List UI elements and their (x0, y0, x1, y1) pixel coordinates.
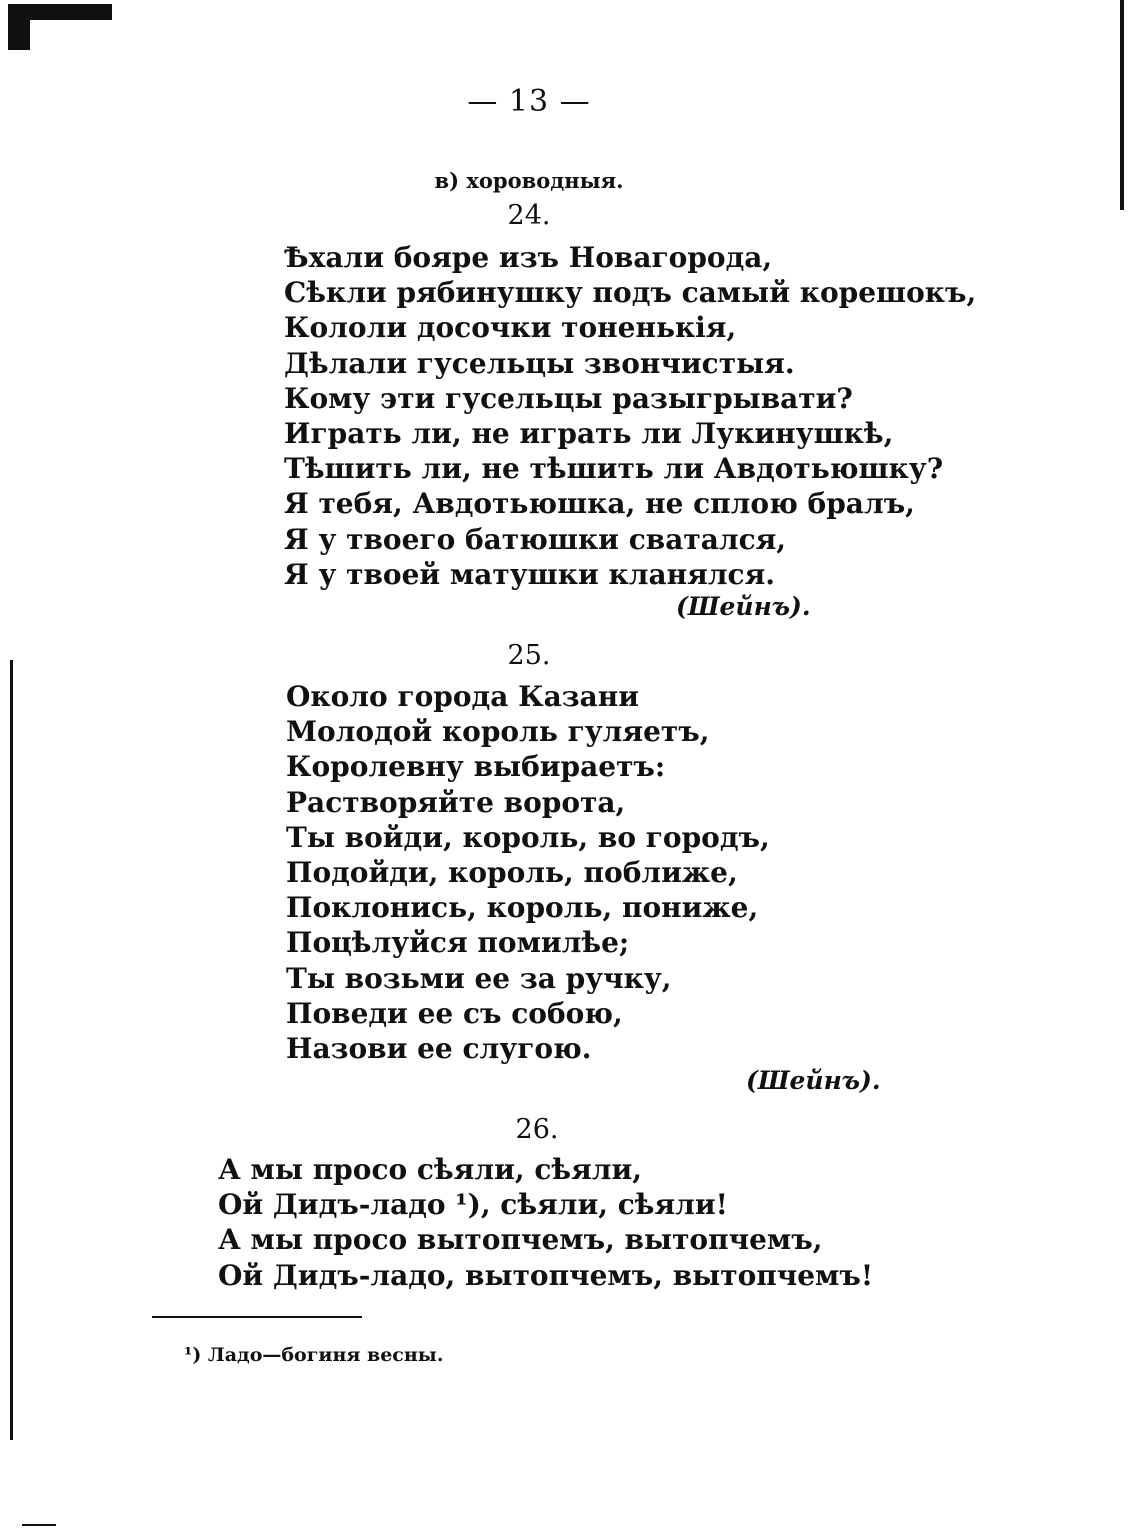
verse-line: Кому эти гусельцы разыгрывати? (284, 381, 853, 415)
verse-line: А мы просо вытопчемъ, вытопчемъ, (218, 1223, 823, 1257)
song-25-verse (286, 679, 770, 1066)
verse-line: Около города Казани (286, 680, 639, 713)
verse-line: Играть ли, не играть ли Лукинушкѣ, (284, 416, 894, 450)
verse-line: Ой Дидъ-ладо ¹), сѣяли, сѣяли! (218, 1188, 728, 1222)
song-number: 24. (507, 200, 551, 231)
verse-line: Поклонись, король, пониже, (286, 891, 759, 925)
verse-line: Подойди, король, поближе, (286, 855, 738, 889)
verse-line: А мы просо сѣяли, сѣяли, (218, 1153, 643, 1186)
verse-line: Я тебя, Авдотьюшка, не сплою бралъ, (284, 487, 915, 521)
verse-line: Я у твоей матушки кланялся. (284, 557, 775, 591)
footnote-rule (152, 1316, 362, 1318)
verse-line: Я у твоего батюшки сватался, (284, 522, 787, 556)
verse-line: Дѣлали гусельцы звончистыя. (284, 346, 795, 380)
scan-edge-line (1120, 0, 1124, 210)
song-attribution: (Шейнъ). (676, 592, 811, 621)
section-heading: в) хороводныя. (434, 168, 624, 193)
footnote: ¹) Ладо—богиня весны. (184, 1344, 444, 1366)
verse-line: Назови ее слугою. (286, 1031, 592, 1065)
scan-corner-mark (8, 4, 30, 50)
page-number: — 13 — (467, 84, 591, 119)
verse-line: Ѣхали бояре изъ Новагорода, (284, 241, 773, 274)
verse-line: Поцѣлуйся помилѣе; (286, 926, 630, 960)
verse-line: Ты войди, король, во городъ, (286, 820, 770, 854)
song-number: 26. (515, 1114, 559, 1145)
verse-line: Тѣшить ли, не тѣшить ли Авдотьюшку? (284, 452, 944, 486)
verse-line: Ой Дидъ-ладо, вытопчемъ, вытопчемъ! (218, 1258, 874, 1292)
verse-line: Растворяйте ворота, (286, 785, 626, 819)
song-attribution: (Шейнъ). (746, 1066, 881, 1095)
song-number: 25. (507, 640, 551, 671)
scan-edge-line (10, 660, 13, 1440)
verse-line: Молодой король гуляетъ, (286, 715, 710, 749)
verse-line: Кололи досочки тоненькія, (284, 311, 737, 345)
song-26-verse (218, 1152, 873, 1293)
scan-bottom-mark (22, 1524, 56, 1526)
verse-line: Королевну выбираетъ: (286, 750, 666, 784)
song-24-verse (284, 240, 976, 592)
verse-line: Поведи ее съ собою, (286, 996, 623, 1030)
verse-line: Ты возьми ее за ручку, (286, 961, 672, 995)
verse-line: Сѣкли рябинушку подъ самый корешокъ, (284, 276, 977, 310)
